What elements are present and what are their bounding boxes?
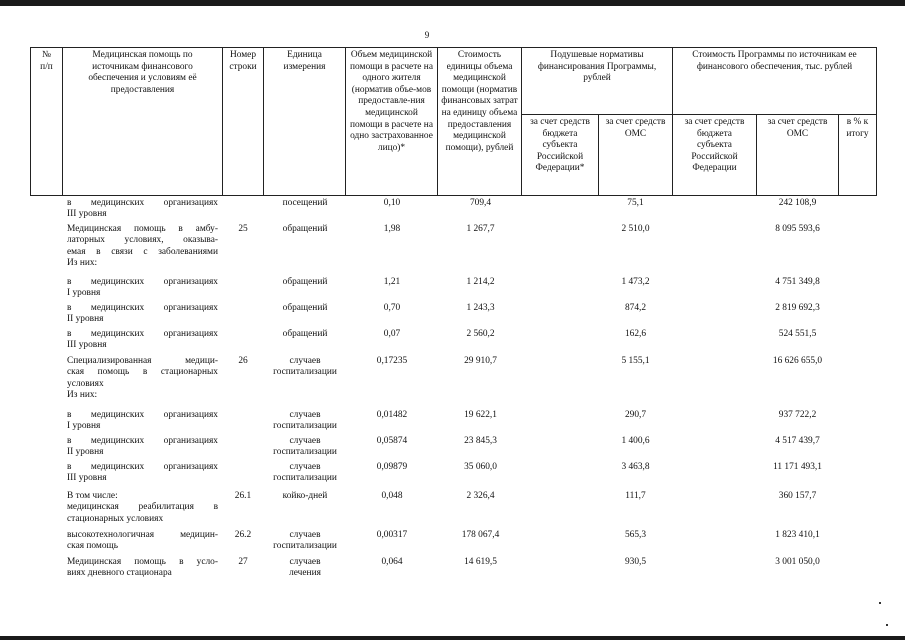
header-num: № п/п [30, 47, 63, 196]
row-unit: лечения [289, 568, 321, 579]
row-name-line: емая в связи с заболеваниями [67, 246, 218, 257]
header-cost: Стоимость единицы объема медицинской помощи (норматив финансовых затрат на единицу объема предоставления медицинской помощи), рублей [437, 47, 522, 196]
row-percap-oms: 930,5 [624, 557, 647, 567]
row-unit-cost: 178 067,4 [461, 530, 500, 540]
row-unit-cost: 1 214,2 [466, 277, 495, 287]
row-unit: койко-дней [282, 491, 328, 501]
header-program: Стоимость Программы по источникам ее финансового обеспечения, тыс. рублей [672, 47, 877, 115]
row-name-line: Специализированная медици- [67, 356, 218, 366]
row-unit: обращений [282, 277, 328, 287]
row-unit: обращений [282, 303, 328, 313]
header-percap-oms: за счет средств ОМС [598, 114, 673, 196]
row-name-line: II уровня [67, 447, 104, 458]
row-unit: обращений [282, 329, 328, 339]
row-name-line: в медицинских организациях [67, 303, 218, 313]
row-name-line: латорных условиях, оказыва- [67, 235, 218, 246]
row-name-line: виях дневного стационара [67, 568, 172, 579]
row-percap-oms: 75,1 [627, 198, 644, 208]
row-percap-oms: 2 510,0 [621, 224, 650, 234]
row-percap-oms: 290,7 [624, 410, 647, 420]
row-volume: 0,70 [383, 303, 401, 313]
row-name-line: II уровня [67, 314, 104, 325]
row-program-oms: 4 517 439,7 [775, 436, 820, 446]
row-unit: случаев [289, 557, 321, 567]
row-unit-cost: 14 619,5 [464, 557, 497, 567]
row-volume: 0,09879 [376, 462, 408, 472]
row-percap-oms: 111,7 [625, 491, 646, 501]
row-percap-oms: 565,3 [624, 530, 647, 540]
row-percap-oms: 1 400,6 [621, 436, 650, 446]
row-name-line: в медицинских организациях [67, 436, 218, 446]
row-volume: 0,01482 [376, 410, 408, 420]
row-program-oms: 8 095 593,6 [775, 224, 820, 234]
row-unit-cost: 29 910,7 [464, 356, 497, 366]
row-volume: 0,048 [381, 491, 403, 501]
header-unit: Единица измерения [263, 47, 346, 196]
row-program-oms: 4 751 349,8 [775, 277, 820, 287]
row-name-line: медицинская реабилитация в [67, 502, 218, 513]
row-program-oms: 16 626 655,0 [772, 356, 823, 366]
row-volume: 0,05874 [376, 436, 408, 446]
row-program-oms: 242 108,9 [778, 198, 817, 208]
row-name-line: высокотехнологичная медицин- [67, 530, 218, 540]
row-name-line: в медицинских организациях [67, 329, 218, 339]
row-volume: 0,064 [381, 557, 403, 567]
row-unit: случаев [289, 356, 321, 366]
row-line-number: 26 [238, 356, 248, 366]
header-percap-budget: за счет средств бюджета субъекта Российской Федерации* [521, 114, 599, 196]
row-volume: 0,17235 [376, 356, 408, 366]
header-program-pct: в % к итогу [838, 114, 877, 196]
row-program-oms: 937 722,2 [778, 410, 817, 420]
row-percap-oms: 874,2 [624, 303, 647, 313]
row-percap-oms: 5 155,1 [621, 356, 650, 366]
row-name-line: ская помощь в стационарных [67, 367, 218, 378]
row-volume: 0,07 [383, 329, 401, 339]
row-unit: случаев [289, 410, 321, 420]
row-percap-oms: 3 463,8 [621, 462, 650, 472]
row-name-line: Из них: [67, 258, 98, 269]
row-unit-cost: 19 622,1 [464, 410, 497, 420]
row-program-oms: 3 001 050,0 [775, 557, 820, 567]
row-program-oms: 1 823 410,1 [775, 530, 820, 540]
row-program-oms: 524 551,5 [778, 329, 817, 339]
top-scan-edge [0, 0, 905, 6]
row-program-oms: 11 171 493,1 [773, 462, 822, 472]
row-name-line: в медицинских организациях [67, 410, 218, 420]
row-name-line: В том числе: [67, 491, 118, 501]
row-name-line: I уровня [67, 421, 101, 432]
header-percap: Подушевые нормативы финансирования Программы, рублей [521, 47, 673, 115]
row-name-line: ская помощь [67, 541, 119, 552]
row-unit: госпитализации [273, 447, 337, 458]
bottom-scan-edge [0, 636, 905, 640]
row-volume: 1,98 [383, 224, 401, 234]
row-name-line: Из них: [67, 390, 98, 401]
row-unit: случаев [289, 436, 321, 446]
row-line-number: 26.2 [234, 530, 252, 540]
row-unit-cost: 2 560,2 [466, 329, 495, 339]
row-unit-cost: 1 243,3 [466, 303, 495, 313]
row-unit-cost: 23 845,3 [464, 436, 497, 446]
row-unit: посещений [282, 198, 328, 208]
row-percap-oms: 162,6 [624, 329, 647, 339]
header-program-budget: за счет средств бюджета субъекта Российской Федерации [672, 114, 757, 196]
row-unit-cost: 709,4 [469, 198, 492, 208]
row-name-line: условиях [67, 378, 104, 389]
row-name-line: Медицинская помощь в амбу- [67, 224, 218, 234]
row-line-number: 27 [238, 557, 248, 567]
row-unit-cost: 2 326,4 [466, 491, 495, 501]
row-unit: госпитализации [273, 367, 337, 378]
row-name-line: III уровня [67, 473, 107, 484]
header-program-oms: за счет средств ОМС [756, 114, 839, 196]
row-line-number: 25 [238, 224, 248, 234]
row-volume: 0,10 [383, 198, 401, 208]
row-unit: случаев [289, 530, 321, 540]
header-volume: Объем медицинской помощи в расчете на одного жителя (норматив объе-мов предоставле-ния медицинской помощи в расчете на одно застрахованное лицо)* [345, 47, 438, 196]
row-program-oms: 360 157,7 [778, 491, 817, 501]
row-name-line: в медицинских организациях [67, 198, 218, 208]
row-name-line: I уровня [67, 288, 101, 299]
scan-speck [886, 624, 888, 626]
row-name-line: в медицинских организациях [67, 277, 218, 287]
row-name-line: стационарных условиях [67, 513, 164, 524]
row-unit: госпитализации [273, 473, 337, 484]
row-percap-oms: 1 473,2 [621, 277, 650, 287]
row-name-line: III уровня [67, 209, 107, 220]
row-program-oms: 2 819 692,3 [775, 303, 820, 313]
page-number: 9 [424, 30, 430, 40]
row-unit: госпитализации [273, 421, 337, 432]
row-volume: 1,21 [383, 277, 401, 287]
header-line: Номер строки [222, 47, 264, 196]
row-name-line: III уровня [67, 340, 107, 351]
row-line-number: 26.1 [234, 491, 252, 501]
scan-speck [879, 602, 881, 604]
row-unit: обращений [282, 224, 328, 234]
row-volume: 0,00317 [376, 530, 408, 540]
row-unit-cost: 35 060,0 [464, 462, 497, 472]
row-unit: госпитализации [273, 541, 337, 552]
row-unit: случаев [289, 462, 321, 472]
row-unit-cost: 1 267,7 [466, 224, 495, 234]
header-care: Медицинская помощь по источникам финансового обеспечения и условиям её предоставления [62, 47, 223, 196]
row-name-line: Медицинская помощь в усло- [67, 557, 218, 567]
row-name-line: в медицинских организациях [67, 462, 218, 472]
